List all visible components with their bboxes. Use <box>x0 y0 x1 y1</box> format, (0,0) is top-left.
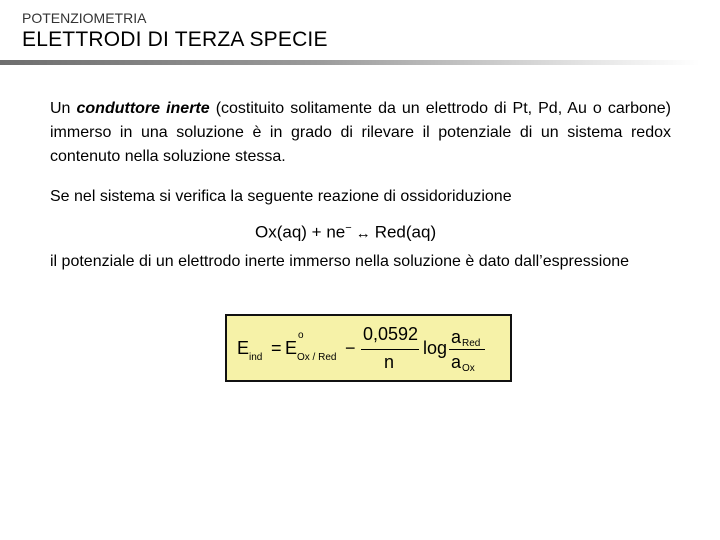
formula-minus: − <box>345 338 356 358</box>
paragraph-reaction-intro: Se nel sistema si verifica la seguente reazione di ossidoriduzione <box>50 188 512 205</box>
slide-title: ELETTRODI DI TERZA SPECIE <box>22 28 328 51</box>
formula-a-ox-sub: Ox <box>462 363 475 374</box>
formula-a-red-sub: Red <box>462 338 481 349</box>
formula-a-red: a <box>451 327 462 347</box>
formula-fraction-bar <box>361 349 419 350</box>
formula-e0-sup: o <box>298 330 304 341</box>
title-divider <box>0 60 700 65</box>
formula-numerator: 0,0592 <box>363 324 419 344</box>
formula-activity-bar <box>449 349 485 350</box>
formula-equals: = <box>271 338 282 358</box>
reaction-electron-charge: − <box>345 222 352 234</box>
paragraph-intro-rest: (costituito solitamente da un elettrodo di Pt, Pd, Au o carbone) immerso in una soluzione è in grado di rilevare il potenziale di un sistema redox contenuto nella soluzione stessa. <box>50 100 671 165</box>
nernst-formula-box <box>225 314 512 382</box>
reaction-right: Red(aq) <box>374 222 437 242</box>
formula-e0: E <box>285 338 298 358</box>
redox-reaction <box>255 222 436 243</box>
slide-supertitle: POTENZIOMETRIA <box>22 10 147 26</box>
paragraph-intro <box>50 97 671 169</box>
formula-e-sub: ind <box>249 352 263 363</box>
paragraph-intro-start: Un <box>50 100 77 117</box>
reaction-arrow-icon: ↔ <box>355 224 371 242</box>
formula-e0-sub: Ox / Red <box>297 352 337 363</box>
formula-log: log <box>423 338 448 358</box>
paragraph-expression-intro: il potenziale di un elettrodo inerte immerso nella soluzione è dato dall’espressione <box>50 253 630 270</box>
formula-denominator: n <box>384 352 395 372</box>
reaction-left: Ox(aq) + ne <box>255 222 346 242</box>
paragraph-intro-emphasis: conduttore inerte <box>76 100 210 117</box>
formula-a-ox: a <box>451 352 462 372</box>
formula-e: E <box>237 338 250 358</box>
